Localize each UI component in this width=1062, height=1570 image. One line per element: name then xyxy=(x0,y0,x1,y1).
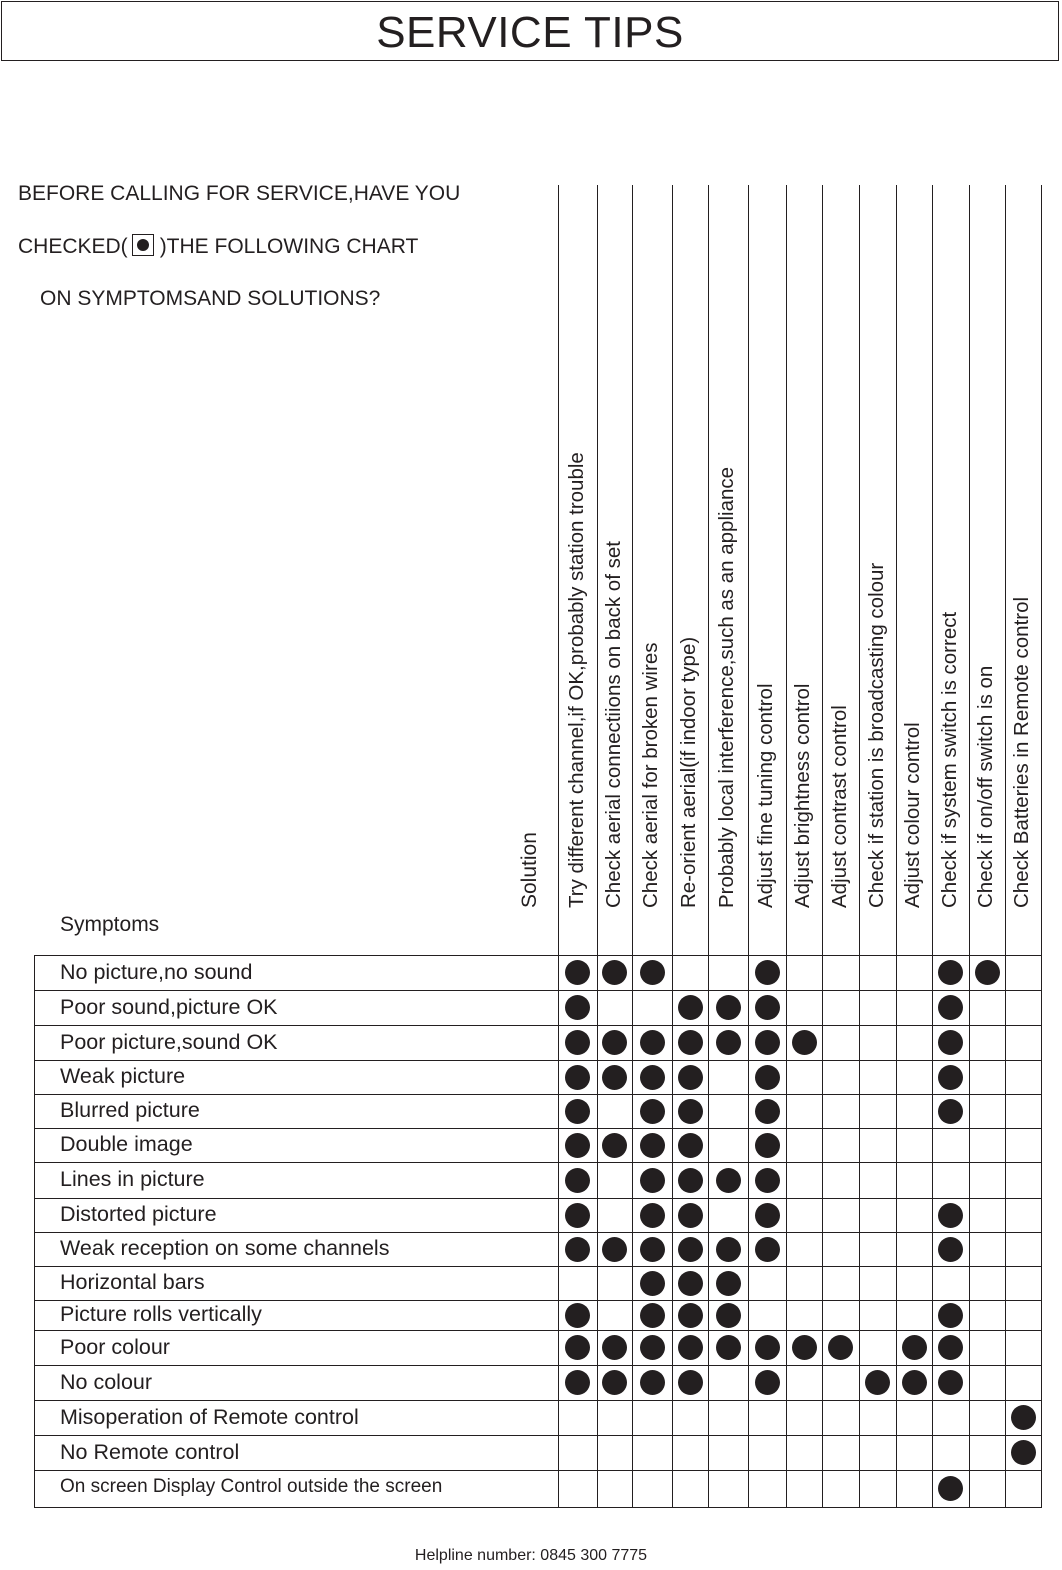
solution-header-label: Try different channel,if OK,probably station trouble xyxy=(564,452,588,908)
column-divider xyxy=(896,185,897,1507)
check-dot-icon xyxy=(865,1370,890,1395)
column-divider xyxy=(708,185,709,1507)
symptom-label: Weak picture xyxy=(60,1064,186,1088)
row-divider xyxy=(34,1094,1042,1095)
column-divider xyxy=(597,185,598,1507)
solution-header: Solution xyxy=(518,832,541,908)
check-dot-icon xyxy=(602,1065,627,1090)
solution-header-label: Check if station is broadcasting colour xyxy=(864,562,888,908)
row-divider xyxy=(34,990,1042,991)
symptom-label: No colour xyxy=(60,1369,153,1394)
check-dot-icon xyxy=(716,1271,741,1296)
symptom-label: Horizontal bars xyxy=(60,1270,205,1294)
solution-header-label: Check Batteries in Remote control xyxy=(1010,596,1033,908)
check-dot-icon xyxy=(716,1237,741,1262)
symptom-label: Blurred picture xyxy=(60,1098,200,1122)
check-dot-icon xyxy=(640,960,665,985)
check-dot-icon xyxy=(938,960,963,985)
symptom-label: Double image xyxy=(60,1132,193,1156)
solution-header-label: Check aerial for broken wires xyxy=(639,642,662,908)
row-divider xyxy=(34,1232,1042,1233)
column-divider xyxy=(822,185,823,1507)
row-divider xyxy=(34,1400,1042,1401)
column-divider xyxy=(632,185,633,1507)
check-dot-icon xyxy=(565,1203,590,1228)
check-dot-icon xyxy=(678,1335,703,1360)
check-dot-icon xyxy=(755,995,780,1020)
solution-header-label: Adjust brightness control xyxy=(791,683,814,908)
row-divider xyxy=(34,1435,1042,1436)
check-dot-icon xyxy=(602,960,627,985)
check-dot-icon xyxy=(602,1237,627,1262)
row-divider xyxy=(34,1198,1042,1199)
page-title: SERVICE TIPS xyxy=(376,8,684,57)
check-dot-icon xyxy=(1011,1405,1036,1430)
check-dot-icon xyxy=(565,960,590,985)
check-dot-icon xyxy=(755,1099,780,1124)
check-dot-icon xyxy=(938,1476,963,1501)
check-dot-icon xyxy=(602,1335,627,1360)
check-dot-icon xyxy=(565,1099,590,1124)
check-dot-icon xyxy=(640,1237,665,1262)
check-dot-icon xyxy=(678,1133,703,1158)
check-dot-icon xyxy=(678,1237,703,1262)
check-dot-icon xyxy=(678,1030,703,1055)
helpline: Helpline number: 0845 300 7775 xyxy=(414,1547,648,1564)
check-dot-icon xyxy=(640,1335,665,1360)
checked-dot-icon xyxy=(132,234,154,256)
check-dot-icon xyxy=(716,1303,741,1328)
check-dot-icon xyxy=(678,1099,703,1124)
check-dot-icon xyxy=(565,1030,590,1055)
check-dot-icon xyxy=(716,1030,741,1055)
check-dot-icon xyxy=(938,1335,963,1360)
check-dot-icon xyxy=(755,1335,780,1360)
symptom-label: Lines in picture xyxy=(60,1167,205,1191)
solution-header-label: Re-orient aerial(if indoor type) xyxy=(677,636,700,908)
symptoms-header: Symptoms xyxy=(60,913,160,936)
solution-header-label: Adjust fine tuning control xyxy=(754,683,777,908)
check-dot-icon xyxy=(565,1370,590,1395)
column-divider xyxy=(859,185,860,1507)
row-divider xyxy=(34,1507,1042,1508)
intro-line-1: BEFORE CALLING FOR SERVICE,HAVE YOU xyxy=(18,182,461,205)
row-divider xyxy=(34,1162,1042,1163)
check-dot-icon xyxy=(902,1335,927,1360)
solution-header-label: Adjust contrast control xyxy=(827,705,851,908)
check-dot-icon xyxy=(640,1133,665,1158)
solution-header-label: Check if on/off switch is on xyxy=(974,665,997,908)
check-dot-icon xyxy=(938,1303,963,1328)
row-divider xyxy=(34,1365,1042,1366)
check-dot-icon xyxy=(975,960,1000,985)
check-dot-icon xyxy=(602,1133,627,1158)
check-dot-icon xyxy=(640,1065,665,1090)
check-dot-icon xyxy=(678,1168,703,1193)
column-divider xyxy=(1041,185,1042,1507)
symptom-label: Poor sound,picture OK xyxy=(60,994,278,1019)
check-dot-icon xyxy=(755,1237,780,1262)
row-divider xyxy=(34,1330,1042,1331)
intro-line-2 xyxy=(18,234,418,259)
check-dot-icon xyxy=(678,1370,703,1395)
solution-header-label: Adjust colour control xyxy=(901,722,924,908)
solution-header-label: Probably local interference,such as an appliance xyxy=(715,466,738,908)
symptom-label: Weak reception on some channels xyxy=(60,1236,390,1260)
check-dot-icon xyxy=(938,1099,963,1124)
row-divider xyxy=(34,1025,1042,1026)
row-divider xyxy=(34,1128,1042,1129)
column-divider xyxy=(786,185,787,1507)
symptom-label: Distorted picture xyxy=(60,1202,217,1226)
check-dot-icon xyxy=(938,1030,963,1055)
check-dot-icon xyxy=(640,1030,665,1055)
check-dot-icon xyxy=(938,1237,963,1262)
check-dot-icon xyxy=(938,995,963,1020)
row-divider xyxy=(34,1300,1042,1301)
check-dot-icon xyxy=(938,1370,963,1395)
column-divider xyxy=(672,185,673,1507)
check-dot-icon xyxy=(755,1030,780,1055)
symptom-label: Poor colour xyxy=(60,1334,170,1359)
check-dot-icon xyxy=(565,1335,590,1360)
check-dot-icon xyxy=(828,1335,853,1360)
column-divider xyxy=(969,185,970,1507)
check-dot-icon xyxy=(716,995,741,1020)
check-dot-icon xyxy=(640,1271,665,1296)
check-dot-icon xyxy=(678,1271,703,1296)
check-dot-icon xyxy=(938,1065,963,1090)
check-dot-icon xyxy=(792,1030,817,1055)
check-dot-icon xyxy=(1011,1440,1036,1465)
check-dot-icon xyxy=(755,1203,780,1228)
check-dot-icon xyxy=(640,1303,665,1328)
check-dot-icon xyxy=(678,1065,703,1090)
symptom-label: No Remote control xyxy=(60,1439,240,1464)
column-divider xyxy=(932,185,933,1507)
check-dot-icon xyxy=(640,1203,665,1228)
check-dot-icon xyxy=(755,960,780,985)
check-dot-icon xyxy=(755,1370,780,1395)
check-dot-icon xyxy=(565,995,590,1020)
symptom-label: Misoperation of Remote control xyxy=(60,1404,359,1429)
symptom-label: Picture rolls vertically xyxy=(60,1302,262,1326)
column-divider xyxy=(558,185,559,1507)
column-divider xyxy=(748,185,749,1507)
check-dot-icon xyxy=(602,1370,627,1395)
check-dot-icon xyxy=(938,1203,963,1228)
solution-header-label: Check if system switch is correct xyxy=(937,611,961,908)
row-divider xyxy=(34,1266,1042,1267)
check-dot-icon xyxy=(755,1133,780,1158)
check-dot-icon xyxy=(602,1030,627,1055)
check-dot-icon xyxy=(716,1168,741,1193)
row-divider xyxy=(34,955,1042,956)
solution-header-label: Check aerial connectiions on back of set xyxy=(601,541,625,908)
check-dot-icon xyxy=(716,1335,741,1360)
check-dot-icon xyxy=(640,1168,665,1193)
symptom-label: On screen Display Control outside the screen xyxy=(60,1475,443,1497)
check-dot-icon xyxy=(755,1168,780,1193)
check-dot-icon xyxy=(678,995,703,1020)
check-dot-icon xyxy=(640,1370,665,1395)
symptom-label: No picture,no sound xyxy=(60,959,253,984)
check-dot-icon xyxy=(565,1303,590,1328)
check-dot-icon xyxy=(678,1203,703,1228)
check-dot-icon xyxy=(678,1303,703,1328)
column-divider xyxy=(1005,185,1006,1507)
intro-line-2-start: CHECKED( xyxy=(18,235,128,258)
check-dot-icon xyxy=(565,1237,590,1262)
check-dot-icon xyxy=(565,1065,590,1090)
table-left-border xyxy=(34,955,35,1507)
check-dot-icon xyxy=(792,1335,817,1360)
check-dot-icon xyxy=(565,1133,590,1158)
check-dot-icon xyxy=(755,1065,780,1090)
intro-line-2-end: )THE FOLLOWING CHART xyxy=(159,235,419,258)
title-box xyxy=(1,1,1059,61)
check-dot-icon xyxy=(902,1370,927,1395)
row-divider xyxy=(34,1470,1042,1471)
intro-line-3: ON SYMPTOMSAND SOLUTIONS? xyxy=(40,287,381,310)
symptom-label: Poor picture,sound OK xyxy=(60,1029,278,1054)
check-dot-icon xyxy=(565,1168,590,1193)
row-divider xyxy=(34,1060,1042,1061)
check-dot-icon xyxy=(640,1099,665,1124)
